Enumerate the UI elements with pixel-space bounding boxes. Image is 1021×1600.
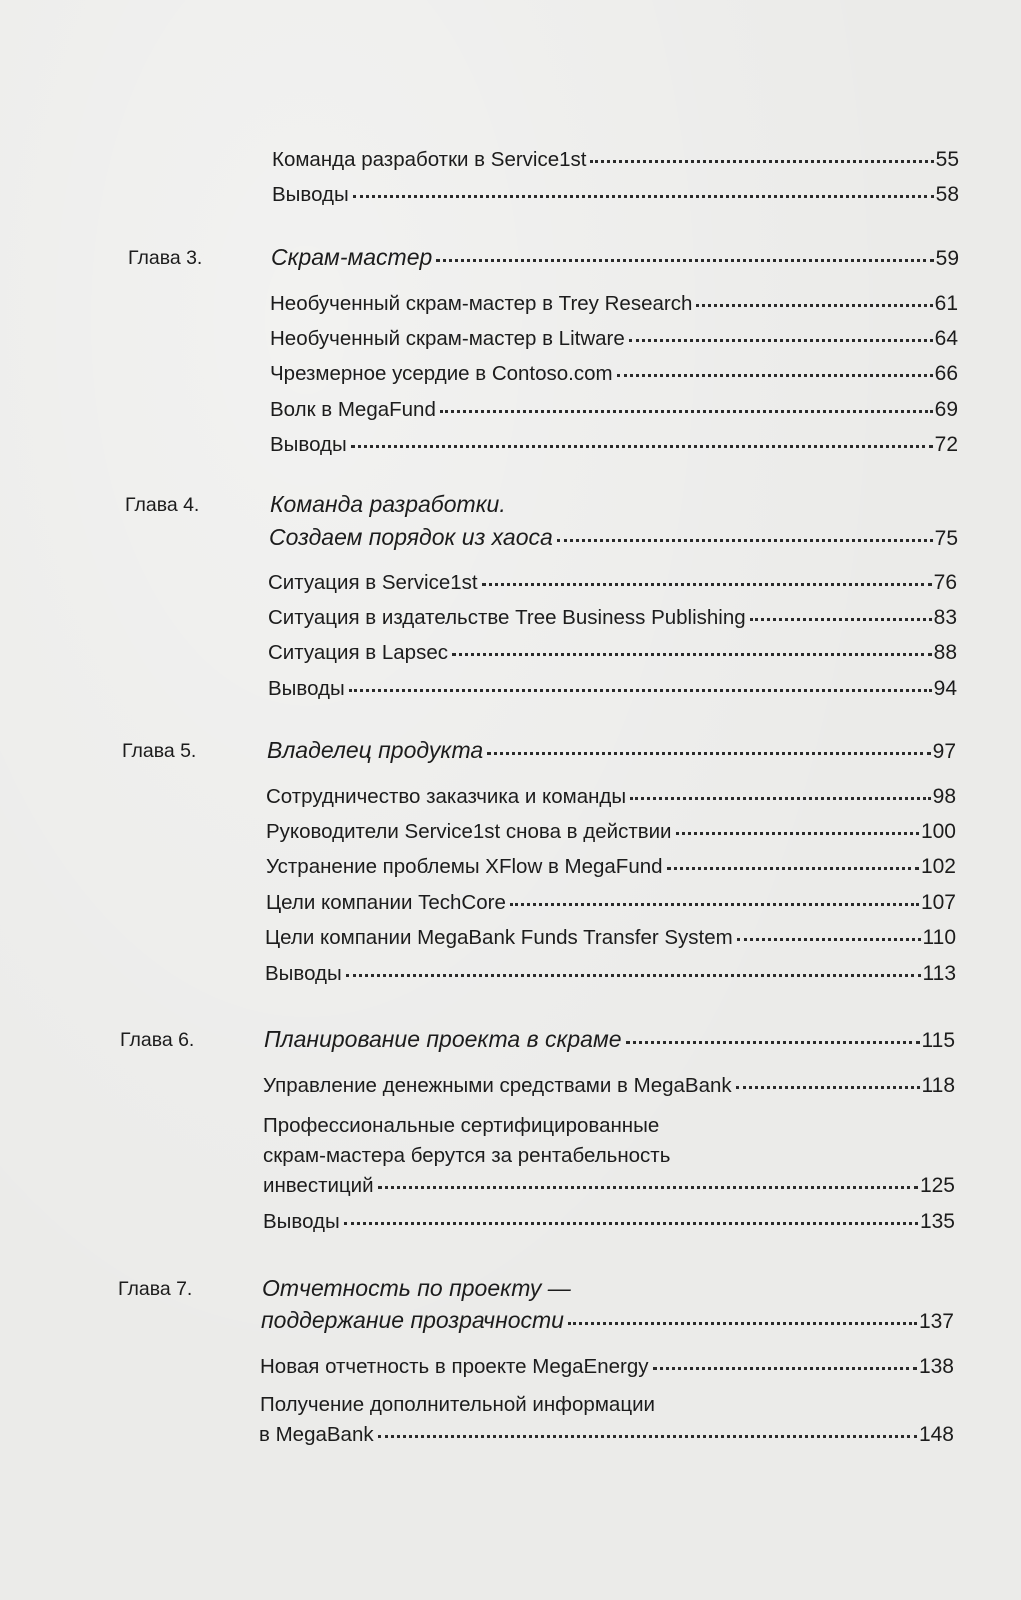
toc-page-number: 97 <box>932 740 956 763</box>
toc-page-number: 135 <box>919 1210 955 1233</box>
toc-entry-title-line: скрам-мастера берутся за рентабельность <box>263 1144 671 1167</box>
toc-page-number: 69 <box>934 398 958 421</box>
leader-dots <box>630 797 931 800</box>
leader-dots <box>353 195 934 198</box>
toc-page-number: 64 <box>934 327 958 350</box>
toc-entry-title: Чрезмерное усердие в Contoso.com <box>270 362 613 385</box>
toc-entry[interactable] <box>265 926 956 950</box>
toc-entry-title: Ситуация в издательстве Tree Business Publishing <box>268 606 746 629</box>
leader-dots <box>617 374 933 377</box>
toc-entry-title: в MegaBank <box>259 1423 374 1446</box>
toc-chapter-title: Создаем порядок из хаоса <box>269 524 553 550</box>
leader-dots <box>346 974 921 977</box>
toc-page-number: 66 <box>934 362 958 385</box>
toc-page-number: 102 <box>920 855 956 878</box>
leader-dots <box>487 752 930 755</box>
toc-entry-title: Цели компании TechCore <box>266 891 506 914</box>
toc-page-number: 125 <box>919 1174 955 1197</box>
toc-entry-title: Волк в MegaFund <box>270 398 436 421</box>
leader-dots <box>653 1367 917 1370</box>
leader-dots <box>667 867 919 870</box>
leader-dots <box>452 653 932 656</box>
leader-dots <box>510 903 919 906</box>
toc-entry[interactable] <box>263 1074 955 1098</box>
toc-entry-title: Необученный скрам-мастер в Litware <box>270 327 625 350</box>
toc-page-number: 137 <box>918 1310 954 1333</box>
leader-dots <box>696 304 932 307</box>
leader-dots <box>557 539 933 542</box>
toc-entry-title: Ситуация в Service1st <box>268 571 478 594</box>
toc-entry[interactable] <box>260 1355 954 1379</box>
toc-chapter-title-line: Отчетность по проекту — <box>262 1275 571 1301</box>
toc-page-number: 98 <box>932 785 956 808</box>
leader-dots <box>626 1041 920 1044</box>
toc-chapter[interactable] <box>267 737 956 764</box>
toc-entry-title: Выводы <box>263 1210 340 1233</box>
leader-dots <box>344 1222 918 1225</box>
toc-entry[interactable] <box>270 292 958 316</box>
chapter-number: Глава 3. <box>128 247 203 269</box>
toc-page-number: 115 <box>921 1029 955 1052</box>
toc-entry-title-line: Получение дополнительной информации <box>260 1393 655 1416</box>
leader-dots <box>440 410 933 413</box>
toc-entry-title: Ситуация в Lapsec <box>268 641 448 664</box>
leader-dots <box>590 160 933 163</box>
toc-entry-title: инвестиций <box>263 1174 374 1197</box>
toc-page-number: 148 <box>918 1423 954 1446</box>
toc-page-number: 110 <box>922 926 956 949</box>
toc-chapter-title: Скрам-мастер <box>271 244 433 270</box>
toc-page-number: 113 <box>922 962 956 985</box>
toc-page-number: 118 <box>921 1074 955 1097</box>
toc-entry[interactable] <box>266 855 956 879</box>
toc-entry[interactable] <box>268 641 957 665</box>
toc-page-number: 83 <box>933 606 957 629</box>
chapter-number: Глава 5. <box>122 740 197 762</box>
toc-entry-title: Новая отчетность в проекте MegaEnergy <box>260 1355 649 1378</box>
toc-entry-title: Выводы <box>272 183 349 206</box>
leader-dots <box>750 618 932 621</box>
leader-dots <box>737 938 921 941</box>
toc-entry[interactable] <box>268 677 957 701</box>
toc-entry-title: Выводы <box>270 433 347 456</box>
toc-entry-title: Сотрудничество заказчика и команды <box>266 785 627 808</box>
toc-entry-title-line: Профессиональные сертифицированные <box>263 1114 660 1137</box>
chapter-number: Глава 6. <box>120 1029 195 1051</box>
toc-entry[interactable] <box>270 398 958 422</box>
toc-page-number: 100 <box>920 820 956 843</box>
toc-chapter[interactable] <box>261 1307 954 1334</box>
toc-entry[interactable] <box>263 1174 955 1198</box>
chapter-number: Глава 7. <box>118 1278 193 1300</box>
toc-entry[interactable] <box>270 433 958 457</box>
toc-chapter[interactable] <box>264 1026 955 1053</box>
toc-entry-title: Необученный скрам-мастер в Trey Research <box>270 292 693 315</box>
toc-entry[interactable] <box>268 606 957 630</box>
toc-chapter[interactable] <box>271 244 959 271</box>
toc-entry[interactable] <box>265 962 956 986</box>
toc-entry-title: Цели компании MegaBank Funds Transfer System <box>265 926 733 949</box>
leader-dots <box>351 445 933 448</box>
toc-entry-title: Выводы <box>268 677 345 700</box>
toc-page-number: 138 <box>918 1355 954 1378</box>
toc-chapter-title: поддержание прозрачности <box>261 1307 564 1333</box>
leader-dots <box>568 1322 917 1325</box>
toc-page-number: 75 <box>934 527 958 550</box>
toc-chapter-title-line: Команда разработки. <box>270 491 506 517</box>
leader-dots <box>436 259 933 262</box>
toc-entry-title: Управление денежными средствами в MegaBank <box>263 1074 732 1097</box>
leader-dots <box>482 583 932 586</box>
toc-entry[interactable] <box>270 362 958 386</box>
toc-entry[interactable] <box>266 785 956 809</box>
toc-chapter-title: Владелец продукта <box>267 737 484 763</box>
leader-dots <box>736 1086 920 1089</box>
toc-page-number: 55 <box>935 148 959 171</box>
toc-chapter-title: Планирование проекта в скраме <box>264 1026 622 1052</box>
toc-entry[interactable] <box>266 820 956 844</box>
toc-entry[interactable] <box>270 327 958 351</box>
toc-page-number: 72 <box>934 433 958 456</box>
toc-entry-title: Выводы <box>265 962 342 985</box>
toc-page-number: 76 <box>933 571 957 594</box>
chapter-number: Глава 4. <box>125 494 200 516</box>
toc-entry[interactable] <box>263 1210 955 1234</box>
toc-entry[interactable] <box>268 571 957 595</box>
leader-dots <box>676 832 919 835</box>
toc-page-number: 58 <box>935 183 959 206</box>
toc-page-number: 61 <box>934 292 958 315</box>
toc-chapter[interactable] <box>269 524 958 551</box>
toc-entry[interactable] <box>272 148 959 172</box>
toc-page-number: 107 <box>920 891 956 914</box>
toc-entry[interactable] <box>259 1423 954 1447</box>
leader-dots <box>378 1186 918 1189</box>
toc-entry[interactable] <box>266 891 956 915</box>
leader-dots <box>349 689 932 692</box>
toc-page-number: 59 <box>935 247 959 270</box>
leader-dots <box>378 1435 917 1438</box>
toc-entry[interactable] <box>272 183 959 207</box>
toc-page-number: 94 <box>933 677 957 700</box>
toc-entry-title: Устранение проблемы XFlow в MegaFund <box>266 855 663 878</box>
toc-entry-title: Руководители Service1st снова в действии <box>266 820 672 843</box>
toc-entry-title: Команда разработки в Service1st <box>272 148 587 171</box>
leader-dots <box>629 339 933 342</box>
toc-page-number: 88 <box>933 641 957 664</box>
